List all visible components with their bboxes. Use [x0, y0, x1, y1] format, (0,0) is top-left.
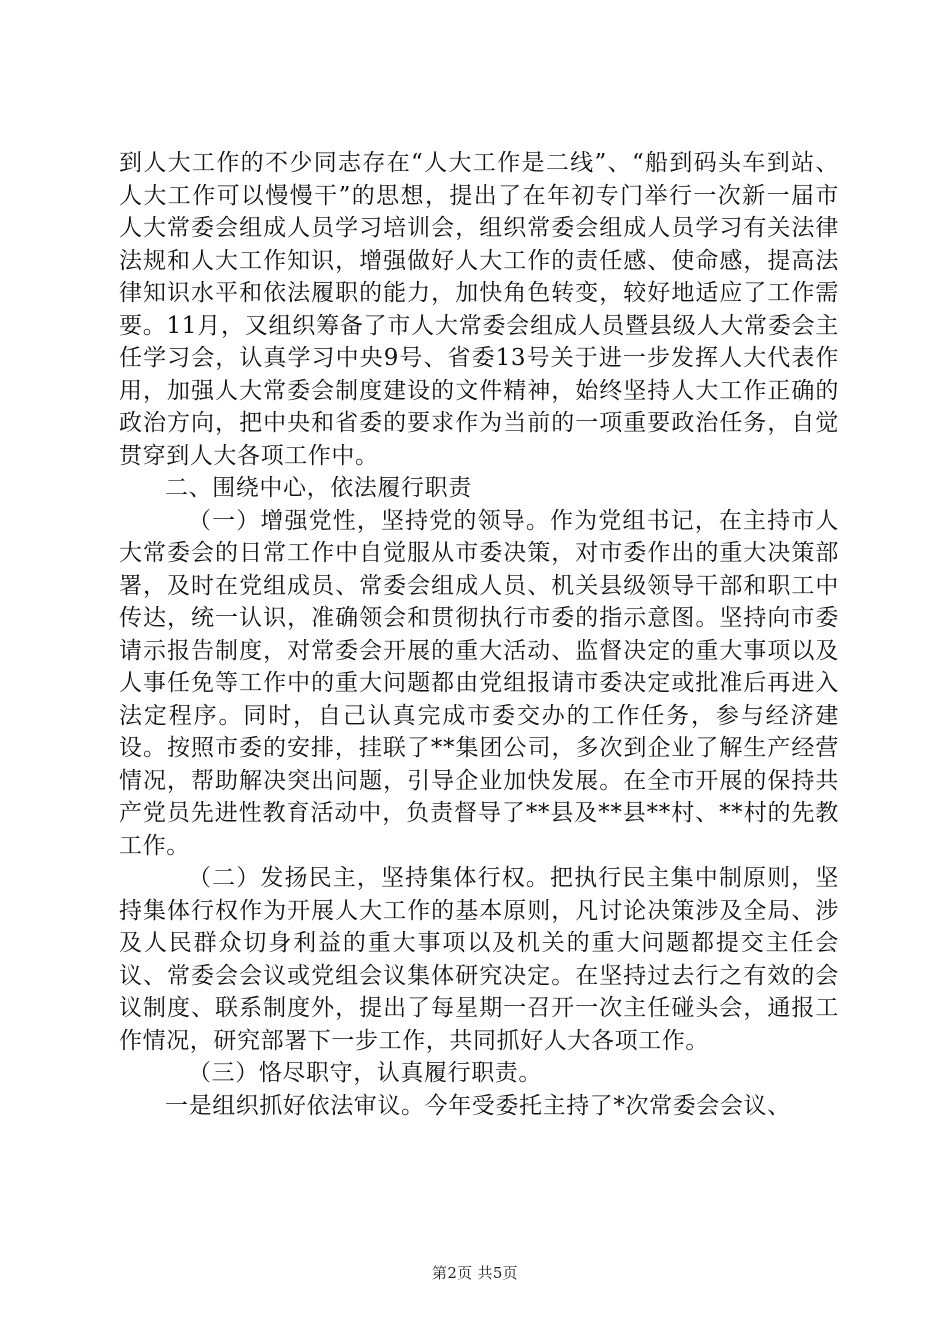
paragraph-continuation: 到人大工作的不少同志存在“人大工作是二线”、“船到码头车到站、人大工作可以慢慢干”的思想，提出了在年初专门举行一次新一届市人大常委会组成人员学习培训会，组织常委会组成人员学习有关法律法规和人大工作知识，增强做好人大工作的责任感、使命感，提高法律知识水平和依法履职的能力，加快角色转变，较好地适应了工作需要。11月，又组织筹备了市人大常委会组成人员暨县级人大常委会主任学习会，认真学习中央9号、省委13号关于进一步发挥人大代表作用，加强人大常委会制度建设的文件精神，始终坚持人大工作正确的政治方向，把中央和省委的要求作为当前的一项重要政治任务，自觉贯穿到人大各项工作中。	[119, 150, 839, 469]
paragraph-subsection-1: （一）增强党性，坚持党的领导。作为党组书记，在主持市人大常委会的日常工作中自觉服从市委决策，对市委作出的重大决策部署，及时在党组成员、常委会组成人员、机关县级领导干部和职工中传达，统一认识，准确领会和贯彻执行市委的指示意图。坚持向市委请示报告制度，对常委会开展的重大活动、监督决定的重大事项以及人事任免等工作中的重大问题都由党组报请市委决定或批准后再进入法定程序。同时，自己认真完成市委交办的工作任务，参与经济建设。按照市委的安排，挂联了**集团公司，多次到企业了解生产经营情况，帮助解决突出问题，引导企业加快发展。在全市开展的保持共产党员先进性教育活动中，负责督导了**县及**县**村、**村的先教工作。	[119, 507, 839, 859]
page-number-label: 第2页 共5页	[432, 1264, 518, 1282]
page-footer	[0, 1263, 950, 1283]
paragraph-subsection-3-heading: （三）恪尽职守，认真履行职责。	[188, 1060, 542, 1086]
paragraph-item-1: 一是组织抓好依法审议。今年受委托主持了*次常委会会议、	[165, 1092, 791, 1119]
document-body	[119, 147, 839, 1122]
section-heading: 二、围绕中心，依法履行职责	[165, 475, 472, 501]
paragraph-subsection-2: （二）发扬民主，坚持集体行权。把执行民主集中制原则，坚持集体行权作为开展人大工作的基本原则，凡讨论决策涉及全局、涉及人民群众切身利益的重大事项以及机关的重大问题都提交主任会议、常委会会议或党组会议集体研究决定。在坚持过去行之有效的会议制度、联系制度外，提出了每星期一召开一次主任碰头会，通报工作情况，研究部署下一步工作，共同抓好人大各项工作。	[119, 865, 839, 1054]
